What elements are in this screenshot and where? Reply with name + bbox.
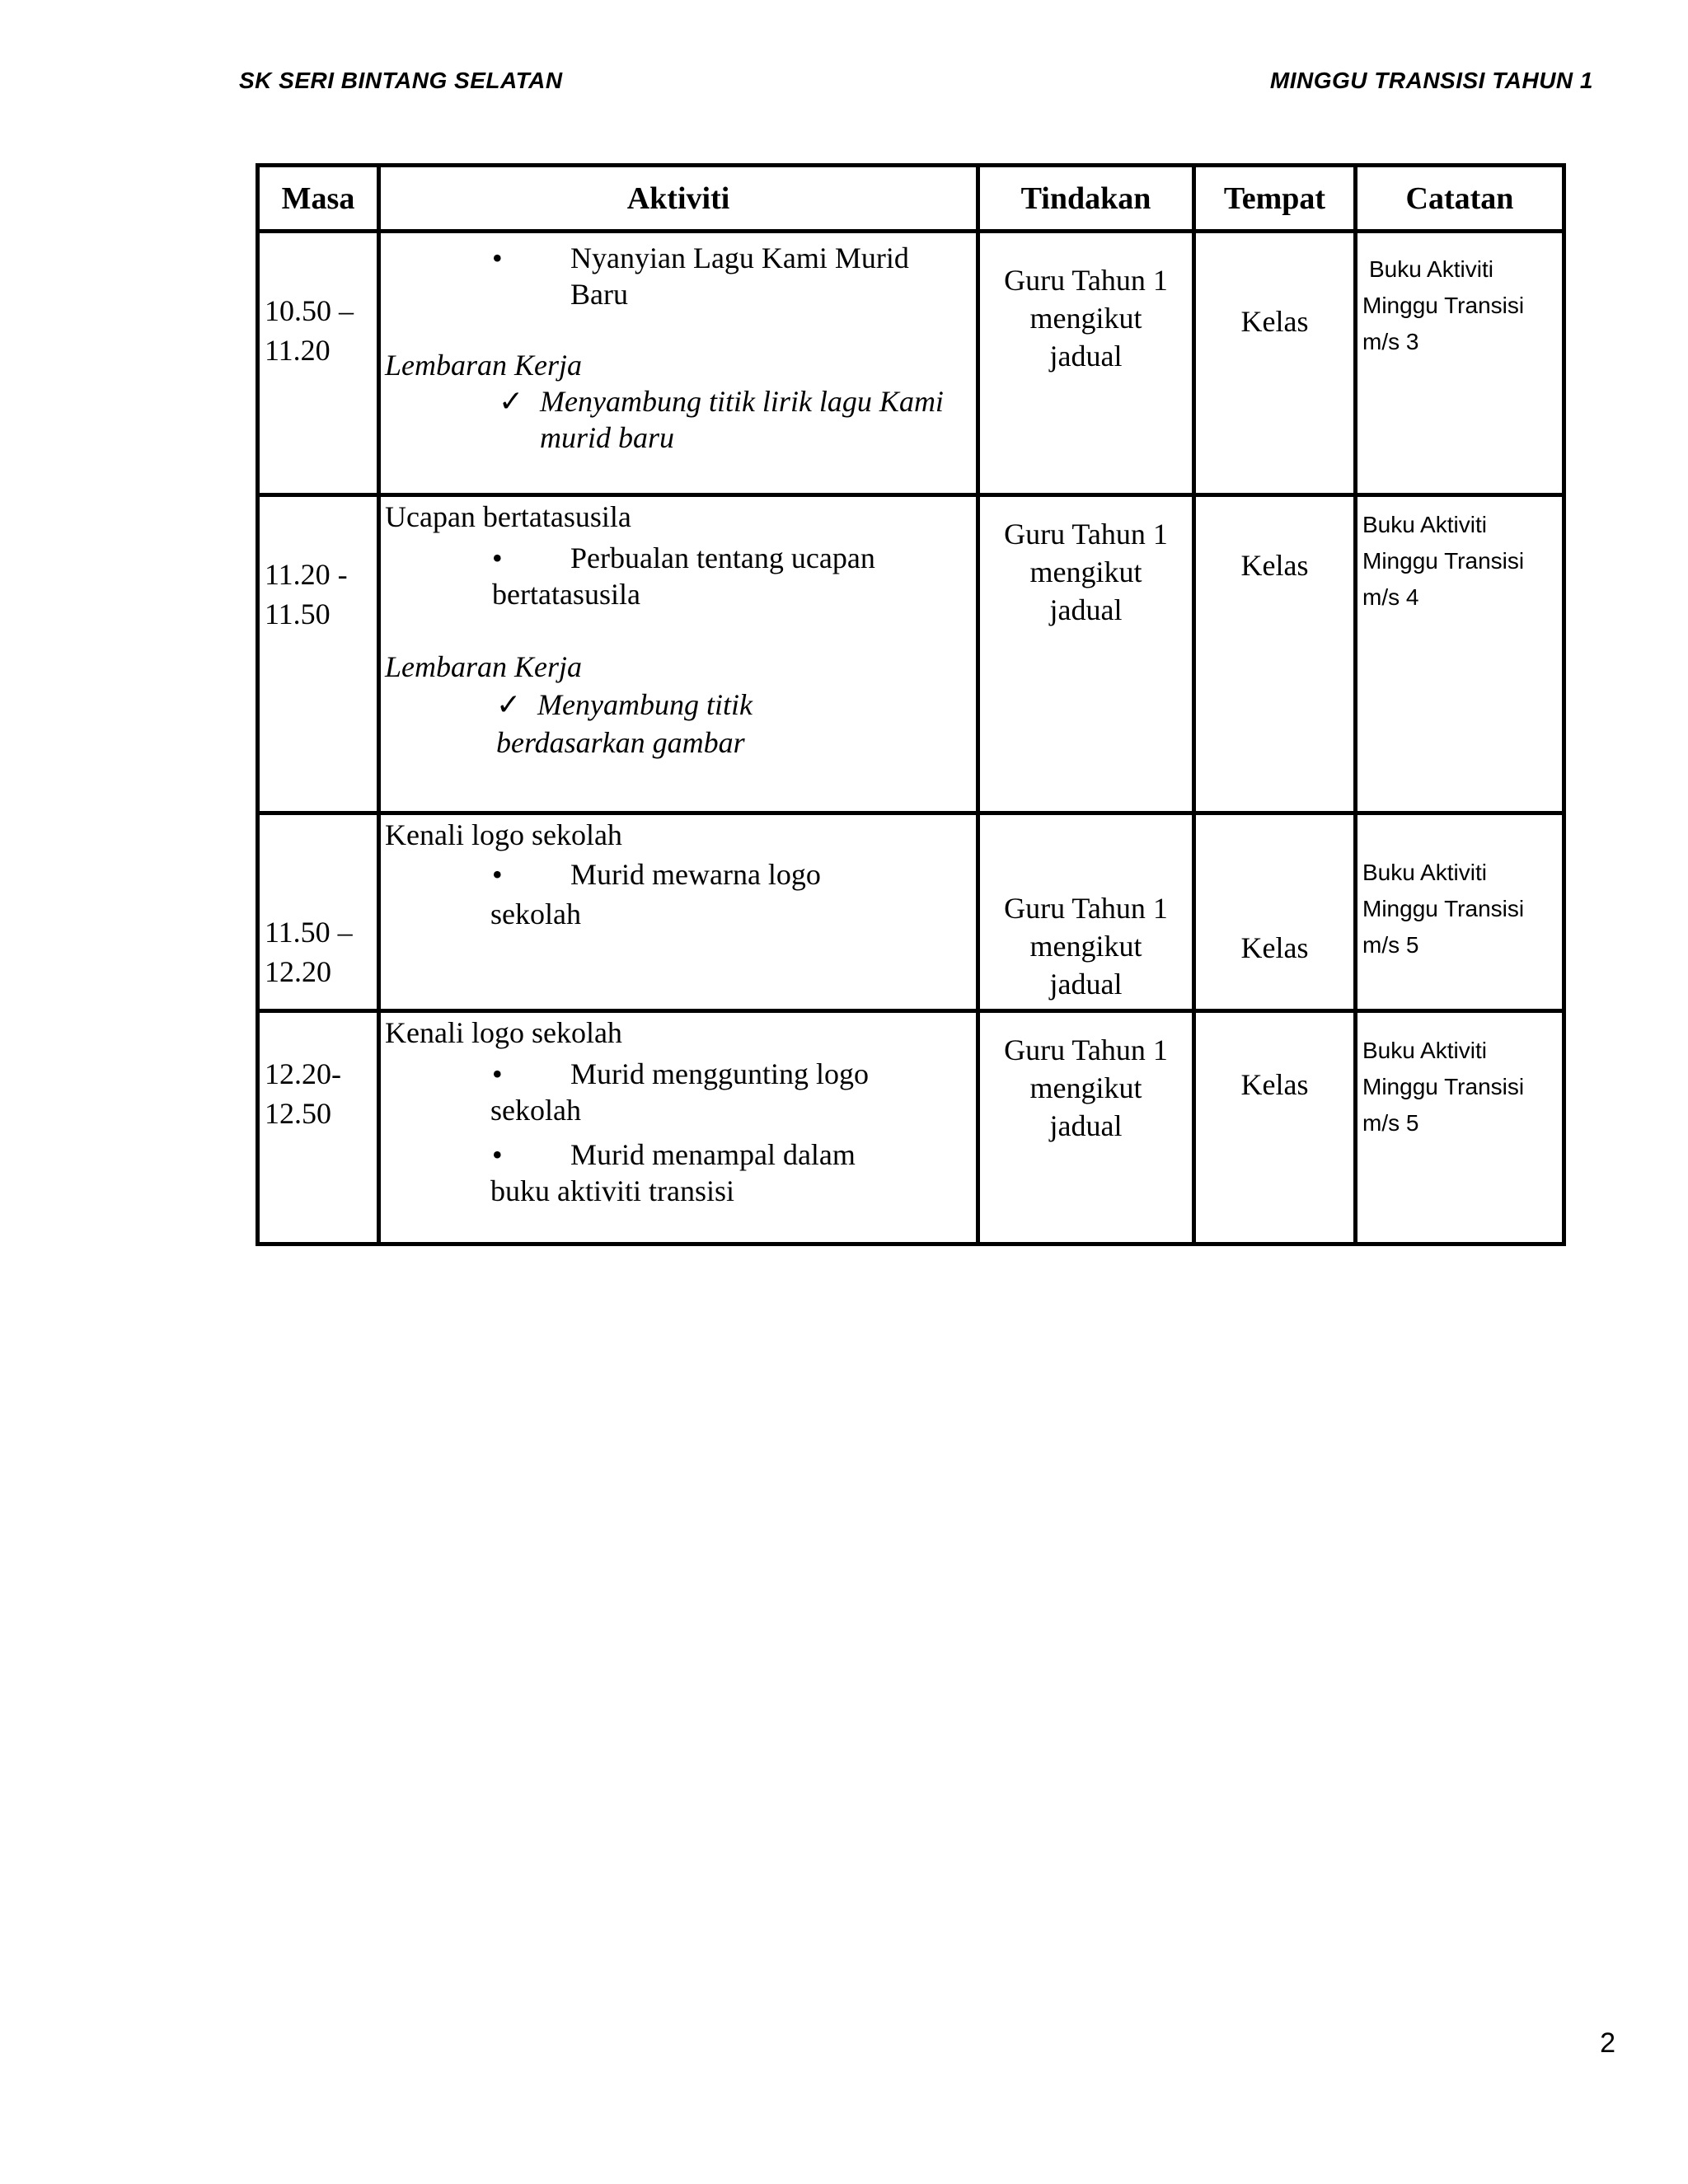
masa-end: 11.20 bbox=[265, 334, 331, 367]
bullet-text-line: Murid mewarna logo bbox=[570, 858, 821, 891]
tindakan-cell bbox=[978, 813, 1194, 1011]
catatan-line: m/s 4 bbox=[1362, 584, 1419, 610]
masa-end: 11.50 bbox=[265, 598, 331, 630]
bullet-text-line: Murid menampal dalam bbox=[570, 1138, 856, 1171]
activity-bullet bbox=[385, 856, 966, 932]
tindakan-line: mengikut bbox=[1029, 1071, 1142, 1104]
worksheet-item bbox=[385, 383, 966, 456]
masa-end: 12.50 bbox=[265, 1097, 331, 1130]
worksheet-text-line: murid baru bbox=[540, 421, 675, 454]
bullet-text-line: bertatasusila bbox=[492, 578, 640, 611]
tindakan-cell bbox=[978, 1011, 1194, 1244]
activity-bullet bbox=[385, 1056, 966, 1128]
masa-start: 11.20 - bbox=[265, 558, 348, 591]
catatan-line: Minggu Transisi bbox=[1362, 1074, 1525, 1099]
activity-bullet bbox=[385, 1137, 966, 1209]
tindakan-line: jadual bbox=[1049, 593, 1123, 626]
catatan-line: Minggu Transisi bbox=[1362, 293, 1525, 318]
activity-title: Ucapan bertatasusila bbox=[385, 500, 631, 533]
worksheet-text-line: berdasarkan gambar bbox=[496, 726, 745, 759]
bullet-icon: • bbox=[492, 241, 503, 274]
table-row bbox=[258, 232, 1564, 495]
catatan-cell bbox=[1356, 495, 1564, 813]
bullet-icon: • bbox=[492, 1138, 503, 1171]
column-header-tindakan: Tindakan bbox=[978, 166, 1194, 232]
catatan-cell bbox=[1356, 813, 1564, 1011]
tindakan-line: mengikut bbox=[1029, 930, 1142, 963]
aktiviti-cell bbox=[379, 1011, 978, 1244]
masa-start: 10.50 – bbox=[265, 294, 354, 327]
column-header-masa: Masa bbox=[258, 166, 379, 232]
masa-cell bbox=[258, 232, 379, 495]
catatan-line: Buku Aktiviti bbox=[1369, 256, 1493, 282]
bullet-text-line: buku aktiviti transisi bbox=[490, 1174, 734, 1207]
bullet-icon: • bbox=[492, 541, 503, 574]
masa-cell bbox=[258, 1011, 379, 1244]
bullet-text-line: sekolah bbox=[490, 1094, 581, 1127]
bullet-icon: • bbox=[492, 1057, 503, 1090]
tindakan-line: jadual bbox=[1049, 1109, 1123, 1142]
catatan-line: Buku Aktiviti bbox=[1362, 860, 1487, 885]
aktiviti-cell bbox=[379, 232, 978, 495]
bullet-text-line: Nyanyian Lagu Kami Murid bbox=[570, 241, 909, 274]
masa-start: 11.50 – bbox=[265, 916, 353, 949]
catatan-cell bbox=[1356, 232, 1564, 495]
bullet-text-line: Baru bbox=[570, 278, 628, 311]
activity-title: Kenali logo sekolah bbox=[385, 1016, 622, 1049]
catatan-line: Minggu Transisi bbox=[1362, 896, 1525, 921]
masa-start: 12.20- bbox=[265, 1057, 341, 1090]
catatan-line: Buku Aktiviti bbox=[1362, 1038, 1487, 1063]
checkmark-icon: ✓ bbox=[499, 385, 524, 418]
aktiviti-cell bbox=[379, 813, 978, 1011]
catatan-line: m/s 5 bbox=[1362, 932, 1419, 958]
worksheet-text-line: Menyambung titik bbox=[537, 688, 753, 721]
bullet-text-line: Perbualan tentang ucapan bbox=[570, 541, 875, 574]
tindakan-line: jadual bbox=[1049, 968, 1123, 1001]
table-row bbox=[258, 495, 1564, 813]
header-document-title: MINGGU TRANSISI TAHUN 1 bbox=[1269, 68, 1593, 93]
bullet-icon: • bbox=[492, 858, 503, 891]
tempat-cell: Kelas bbox=[1194, 495, 1356, 813]
schedule-table bbox=[256, 163, 1566, 1246]
worksheet-text-line: Menyambung titik lirik lagu Kami bbox=[540, 385, 944, 418]
catatan-line: m/s 3 bbox=[1362, 329, 1419, 354]
activity-bullet bbox=[385, 240, 966, 312]
column-header-aktiviti: Aktiviti bbox=[379, 166, 978, 232]
column-header-tempat: Tempat bbox=[1194, 166, 1356, 232]
masa-end: 12.20 bbox=[265, 955, 331, 988]
page-number: 2 bbox=[1600, 2027, 1615, 2059]
tempat-cell: Kelas bbox=[1194, 232, 1356, 495]
bullet-text-line: sekolah bbox=[490, 898, 581, 930]
worksheet-item bbox=[385, 687, 966, 761]
activity-bullet bbox=[385, 540, 966, 612]
catatan-line: Minggu Transisi bbox=[1362, 548, 1525, 574]
table-header-row bbox=[258, 166, 1564, 232]
aktiviti-cell bbox=[379, 495, 978, 813]
catatan-cell bbox=[1356, 1011, 1564, 1244]
tindakan-line: mengikut bbox=[1029, 302, 1142, 335]
tindakan-line: mengikut bbox=[1029, 555, 1142, 588]
tindakan-line: Guru Tahun 1 bbox=[1004, 518, 1168, 551]
tindakan-line: Guru Tahun 1 bbox=[1004, 264, 1168, 297]
catatan-line: m/s 5 bbox=[1362, 1110, 1419, 1136]
masa-cell bbox=[258, 813, 379, 1011]
column-header-catatan: Catatan bbox=[1356, 166, 1564, 232]
worksheet-title: Lembaran Kerja bbox=[385, 349, 583, 382]
tindakan-line: Guru Tahun 1 bbox=[1004, 1033, 1168, 1066]
tindakan-line: Guru Tahun 1 bbox=[1004, 892, 1168, 925]
bullet-text-line: Murid menggunting logo bbox=[570, 1057, 869, 1090]
tempat-cell: Kelas bbox=[1194, 1011, 1356, 1244]
table-row bbox=[258, 813, 1564, 1011]
tindakan-line: jadual bbox=[1049, 340, 1123, 373]
checkmark-icon: ✓ bbox=[496, 688, 522, 721]
catatan-line: Buku Aktiviti bbox=[1362, 512, 1487, 537]
tempat-cell: Kelas bbox=[1194, 813, 1356, 1011]
tindakan-cell bbox=[978, 495, 1194, 813]
tindakan-cell bbox=[978, 232, 1194, 495]
header-school-name: SK SERI BINTANG SELATAN bbox=[239, 68, 563, 93]
activity-title: Kenali logo sekolah bbox=[385, 818, 622, 851]
table-row bbox=[258, 1011, 1564, 1244]
masa-cell bbox=[258, 495, 379, 813]
worksheet-title: Lembaran Kerja bbox=[385, 650, 583, 683]
